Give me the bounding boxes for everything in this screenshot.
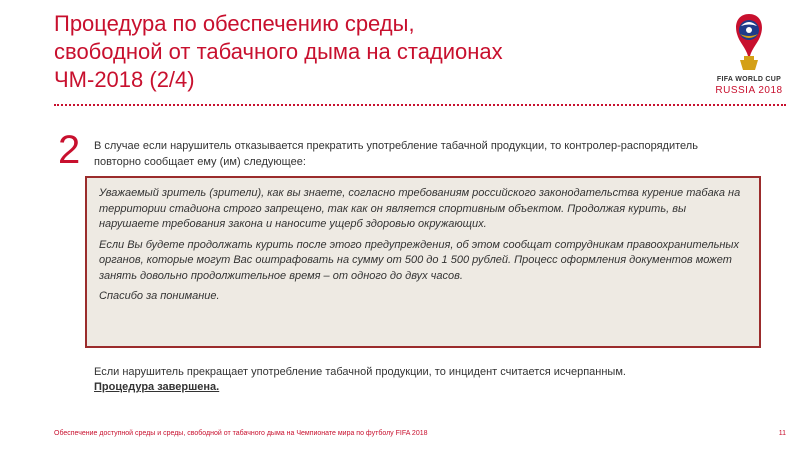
logo-text-russia: RUSSIA 2018 xyxy=(715,85,783,96)
quote-paragraph: Уважаемый зритель (зрители), как вы знаете, согласно требованиям российского законодательства курение табака на территории стадиона строго запрещено, так как он является спортивным объектом. Продолжая курить, вы нарушаете требования закона и наносите ущерб здоровью окружающих. xyxy=(99,187,741,230)
title-line: ЧМ-2018 (2/4) xyxy=(54,67,195,92)
world-cup-logo xyxy=(708,12,790,98)
quote-paragraph: Спасибо за понимание. xyxy=(99,290,220,302)
page-number: 11 xyxy=(778,430,786,437)
outcome-block xyxy=(94,365,774,395)
step-number: 2 xyxy=(58,128,81,172)
title-line: свободной от табачного дыма на стадионах xyxy=(54,39,503,64)
procedure-complete-text: Процедура завершена. xyxy=(94,381,220,393)
quote-paragraph: Если Вы будете продолжать курить после этого предупреждения, об этом сообщат сотрудникам правоохранительных органов, которые могут Вас оштрафовать на сумму от 500 до 1 500 рублей. Процесс оформления документов может занять довольно продолжительное время – от одного до двух часов. xyxy=(99,238,740,282)
world-cup-emblem-icon xyxy=(728,12,770,74)
logo-text-fifa: FIFA WORLD CUP xyxy=(716,76,782,83)
title-line: Процедура по обеспечению среды, xyxy=(54,11,415,36)
footer-text: Обеспечение доступной среды и среды, свободной от табачного дыма на Чемпионате мира по футболу FIFA 2018 xyxy=(54,430,428,437)
outcome-text: Если нарушитель прекращает употребление табачной продукции, то инцидент считается исчерпанным. xyxy=(94,366,626,378)
intro-text: В случае если нарушитель отказывается прекратить употребление табачной продукции, то контролер-распорядитель повторно сообщает ему (им) следующее: xyxy=(94,140,698,168)
warning-quote-box xyxy=(85,176,761,348)
title-divider xyxy=(54,104,786,106)
slide-title xyxy=(54,10,654,94)
